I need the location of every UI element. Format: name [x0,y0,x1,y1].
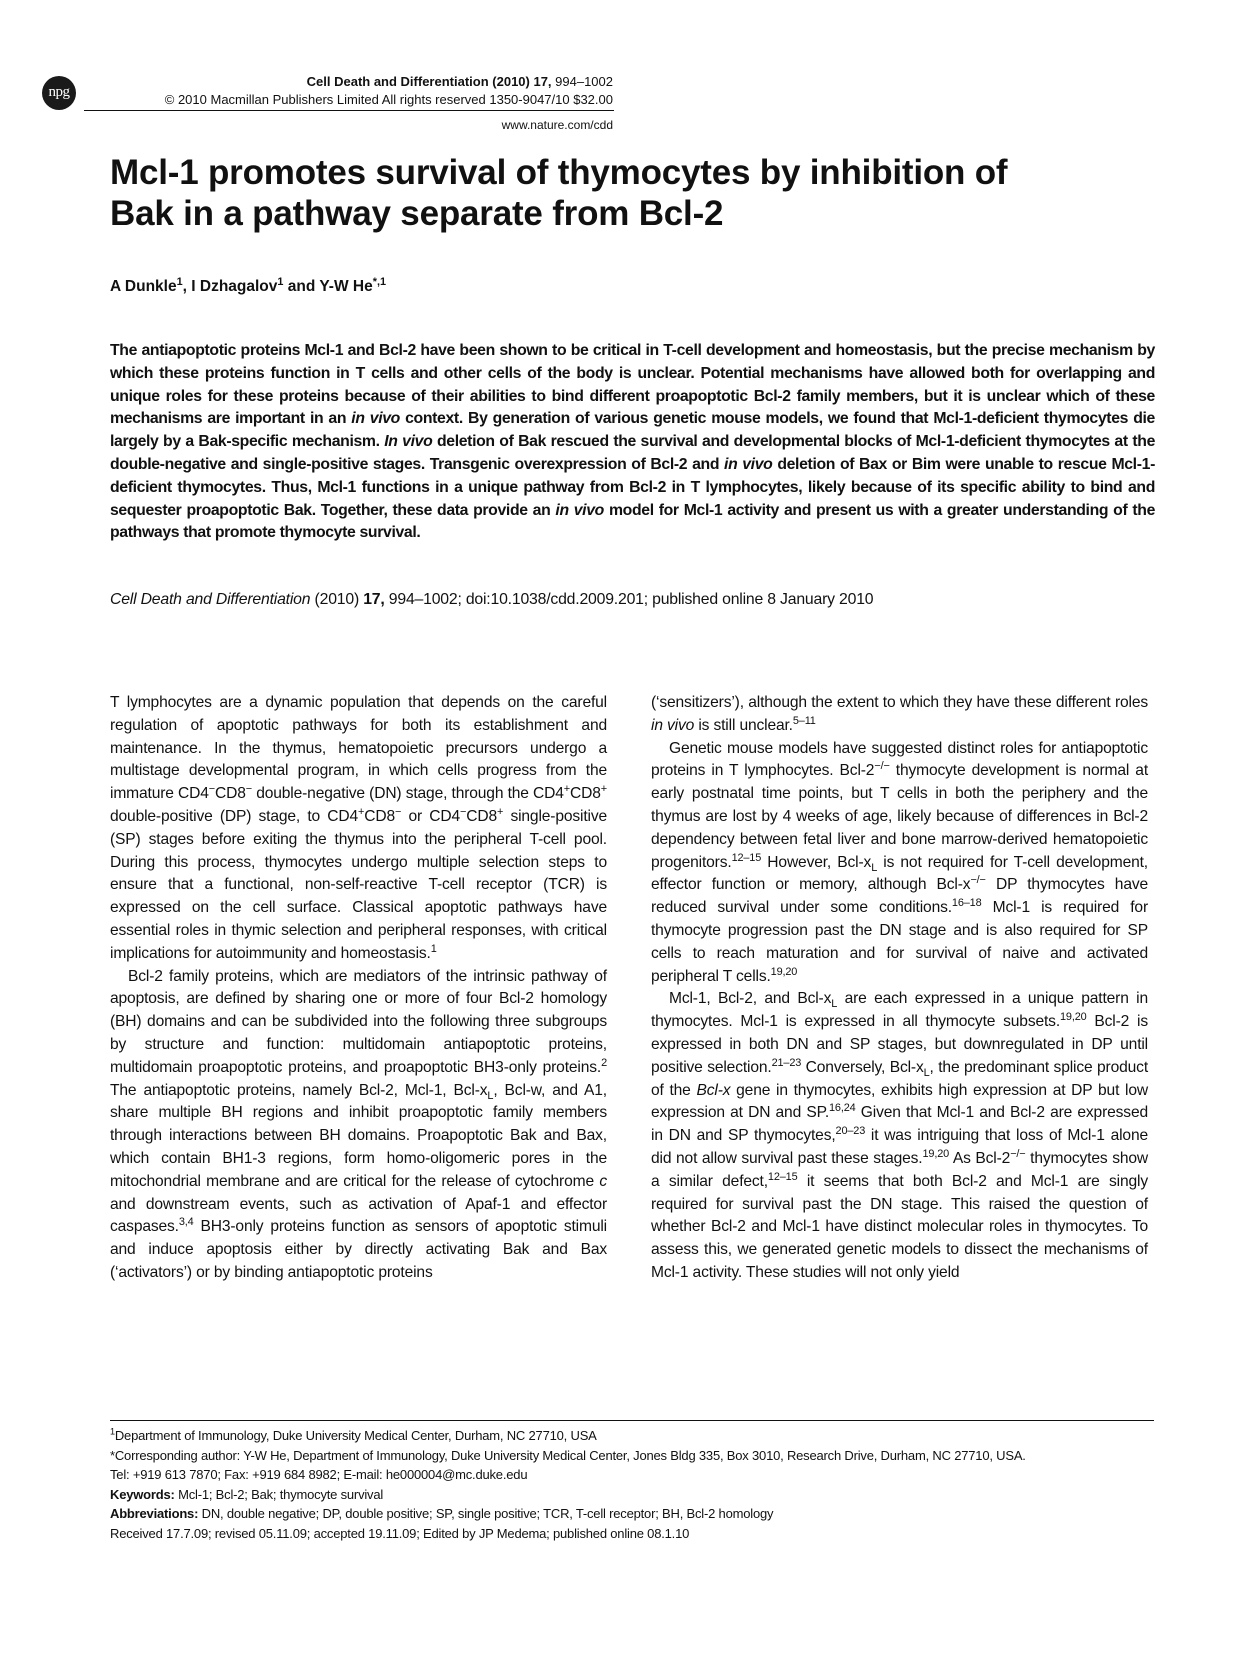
body-paragraph [651,692,1148,738]
abbreviations-footnote [110,1504,1160,1524]
superscript: − [245,783,252,795]
body-text: Bcl-2 family proteins, which are mediators of the intrinsic pathway of apoptosis, are defined by sharing one or more of four Bcl-2 homology (BH) domains and can be subdivided into the following three subgroups by structure and function: multidomain antiapoptotic proteins, multidomain proapoptotic proteins, and proapoptotic BH3-only proteins. [110,967,607,1076]
reference-citation[interactable]: 3,4 [178,1216,194,1229]
body-text: Conversely, Bcl-x [801,1058,924,1076]
subscript: L [487,1089,494,1102]
body-text: The antiapoptotic proteins, namely Bcl-2, Mcl-1, Bcl-x [110,1081,488,1099]
received-footnote: Received 17.7.09; revised 05.11.09; accepted 19.11.09; Edited by JP Medema; published online 08.1.10 [110,1525,690,1541]
body-text: Genetic mouse models have suggested distinct roles for antiapoptotic proteins in T lymphocytes. Bcl-2 [651,739,1148,780]
title-line-2: Bak in a pathway separate from Bcl-2 [110,194,724,233]
body-text: and downstream events, such as activation of Apaf-1 and effector caspases. [110,1195,607,1236]
superscript: −/− [874,760,890,773]
citation-year: (2010) [310,591,364,608]
reference-citation[interactable]: 20–23 [835,1124,866,1137]
journal-year-volume: (2010) 17, [488,74,552,89]
subscript: L [923,1066,930,1079]
reference-citation[interactable]: 16–18 [951,896,982,909]
abstract-text: The antiapoptotic proteins Mcl-1 and Bcl-2 have been shown to be critical in T-cell development and homeostasis, but the precise mechanism by which these proteins function in T cells and other cells of the body is unclear. Potential mechanisms have allowed both for overlapping and unique roles for these proteins because of their abilities to bind different proapoptotic Bcl-2 family members, but it is unclear which of these mechanisms are important in an [110,342,1155,428]
journal-header [307,74,613,89]
italic-text: in vivo [651,716,695,734]
corresponding-author-footnote: *Corresponding author: Y-W He, Department of Immunology, Duke University Medical Center, Jones Bldg 335, Box 3010, Research Drive, Durham, NC 27710, USA. [110,1447,1026,1463]
author-separator: , [182,278,192,295]
body-paragraph [651,988,1148,1284]
abstract [110,340,1155,545]
body-column-right [651,692,1148,1285]
body-text: CD8 [570,785,601,803]
superscript: + [496,805,504,818]
body-text: DP thymocytes have reduced survival under some conditions. [651,876,1149,917]
abstract-italic: in vivo [351,410,400,428]
copyright-line: © 2010 Macmillan Publishers Limited All rights reserved 1350-9047/10 $32.00 [164,92,613,107]
superscript: + [358,805,365,818]
body-paragraph [110,966,607,1285]
author-separator: and [283,278,320,295]
abstract-italic: In vivo [384,433,433,451]
superscript: + [563,783,571,795]
citation-volume: 17, [363,591,385,608]
body-text: it seems that both Bcl-2 and Mcl-1 are singly required for survival past the DN stage. This raised the question of whether Bcl-2 and Mcl-1 have distinct molecular roles in thymocytes. To assess this, we generated genetic models to dissect the mechanisms of Mcl-1 activity. These studies will not only yield [651,1172,1148,1281]
body-text: thymocytes show a similar defect, [651,1149,1148,1190]
abstract-italic: in vivo [555,501,604,519]
footnote-rule [110,1420,1154,1421]
body-text: is still unclear. [694,716,793,734]
keywords-footnote [110,1485,1160,1505]
contact-footnote: Tel: +919 613 7870; Fax: +919 684 8982; E-mail: he000004@mc.duke.edu [110,1467,528,1483]
abbreviations-label: Abbreviations: [110,1506,199,1522]
affiliation-footnote [110,1426,1160,1446]
superscript: −/− [970,874,986,887]
body-text: or CD4 [401,807,460,825]
journal-name: Cell Death and Differentiation [306,74,489,89]
abstract-text: context. By generation of various genetic mouse models, we found that Mcl-1-deficient thymocytes die largely by a Bak-specific mechanism. [110,410,1155,451]
citation-doi: 994–1002; doi:10.1038/cdd.2009.201; published online 8 January 2010 [384,591,874,608]
body-text: CD8 [215,785,246,803]
abstract-text: deletion of Bak rescued the survival and developmental blocks of Mcl-1-deficient thymocytes at the double-negative and single-positive stages. Transgenic overexpression of Bcl-2 and [110,433,1155,473]
article-citation [110,591,873,609]
body-text: BH3-only proteins function as sensors of apoptotic stimuli and induce apoptosis either by directly activating Bak and Bax (‘activators’) or by binding antiapoptotic proteins [110,1218,607,1281]
footnotes [110,1426,1160,1544]
author-affiliation-mark: *,1 [372,275,386,288]
superscript: − [395,805,402,818]
body-text: (‘sensitizers’), although the extent to which they have these different roles [651,694,1148,711]
body-text: Given that Mcl-1 and Bcl-2 are expressed in DN and SP thymocytes, [651,1104,1148,1145]
abstract-text: deletion of Bax or Bim were unable to rescue Mcl-1-deficient thymocytes. Thus, Mcl-1 functions in a unique pathway from Bcl-2 in T lymphocytes, likely because of its specific ability to bind and sequester proapoptotic Bak. Together, these data provide an [110,455,1155,519]
author-affiliation-mark: 1 [176,275,183,288]
reference-citation[interactable]: 19,20 [922,1147,950,1160]
body-text: Mcl-1, Bcl-2, and Bcl-x [669,990,832,1008]
body-text: CD8 [466,807,497,825]
affiliation-mark: 1 [110,1426,115,1437]
superscript: + [600,783,607,795]
body-text: T lymphocytes are a dynamic population that depends on the careful regulation of apoptotic pathways for both its establishment and maintenance. In the thymus, hematopoietic precursors undergo a multistage developmental program, in which cells progress from the immature CD4 [110,694,607,803]
body-text: , Bcl-w, and A1, share multiple BH regions and inhibit proapoptotic family members through interactions between BH domains. Proapoptotic Bak and Bax, which contain BH1-3 regions, form homo-oligomeric pores in the mitochondrial membrane and are critical for the release of cytochrome [110,1081,607,1190]
affiliation-text: Department of Immunology, Duke University Medical Center, Durham, NC 27710, USA [114,1428,597,1443]
author-name: I Dzhagalov [191,278,278,295]
body-text: gene in thymocytes, exhibits high expression at DP but low expression at DN and SP. [651,1081,1148,1122]
superscript: −/− [1010,1147,1026,1160]
author-name: Y-W He [319,278,373,295]
header-rule [84,110,614,111]
superscript: − [208,783,215,795]
abstract-text: model for Mcl-1 activity and present us with a greater understanding of the pathways that promote thymocyte survival. [110,501,1156,542]
body-column-left [110,692,607,1285]
body-text: single-positive (SP) stages before exiting the thymus into the peripheral T-cell pool. During this process, thymocytes undergo multiple selection steps to ensure that a functional, non-self-reactive T-cell receptor (TCR) is expressed on the cell surface. Classical apoptotic pathways have essential roles in thymic selection and peripheral responses, with critical implications for autoimmunity and homeostasis. [110,807,607,962]
body-text: CD8 [364,807,395,825]
reference-citation[interactable]: 2 [601,1056,607,1069]
body-text: are each expressed in a unique pattern in thymocytes. Mcl-1 is expressed in all thymocyte subsets. [651,990,1148,1031]
italic-text: c [599,1172,607,1190]
body-text: As Bcl-2 [949,1149,1011,1167]
reference-citation[interactable]: 12–15 [767,1170,798,1183]
subscript: L [831,998,838,1011]
logo-text: npg [48,84,70,100]
body-text: double-negative (DN) stage, through the CD4 [251,785,564,803]
reference-citation[interactable]: 16,24 [829,1102,856,1115]
italic-text: Bcl-x [696,1081,731,1099]
abbreviations-text: DN, double negative; DP, double positive; SP, single positive; TCR, T-cell receptor; BH, Bcl-2 homology [198,1506,774,1522]
abstract-italic: in vivo [724,455,773,473]
reference-citation[interactable]: 19,20 [770,965,798,978]
superscript: − [460,805,467,818]
body-text: Bcl-2 is expressed in both DN and SP stages, but downregulated in DP until positive selection. [651,1013,1148,1076]
reference-citation[interactable]: 12–15 [731,851,762,864]
body-text: Mcl-1 is required for thymocyte progression past the DN stage and is also required for SP cells to reach maturation and for survival of naive and activated peripheral T cells. [651,899,1148,985]
body-text: it was intriguing that loss of Mcl-1 alone did not allow survival past these stages. [651,1127,1148,1167]
body-text: double-positive (DP) stage, to CD4 [110,807,359,825]
body-paragraph [110,692,607,966]
reference-citation[interactable]: 21–23 [771,1056,802,1069]
author-list [110,275,386,296]
body-paragraph [651,738,1148,989]
title-line-1: Mcl-1 promotes survival of thymocytes by inhibition of [110,153,1008,192]
author-affiliation-mark: 1 [277,275,284,288]
journal-pages: 994–1002 [551,74,613,89]
reference-citation[interactable]: 1 [430,942,437,955]
keywords-text: Mcl-1; Bcl-2; Bak; thymocyte survival [174,1486,384,1502]
keywords-label: Keywords: [110,1486,175,1502]
citation-journal: Cell Death and Differentiation [110,591,311,608]
body-text: However, Bcl-x [761,853,872,871]
journal-website-link[interactable]: www.nature.com/cdd [501,118,613,132]
subscript: L [871,861,878,874]
author-name: A Dunkle [110,278,177,295]
article-title [110,152,1140,234]
reference-citation[interactable]: 5–11 [792,714,816,727]
body-text: thymocyte development is normal at early postnatal time points, but T cells in both the periphery and the thymus are lost by 4 weeks of age, likely because of differences in Bcl-2 dependency between fetal liver and bone marrow-derived hematopoietic progenitors. [651,762,1148,871]
body-text: is not required for T-cell development, effector function or memory, although Bcl-x [651,853,1148,894]
reference-citation[interactable]: 19,20 [1060,1010,1087,1023]
body-text: , the predominant splice product of the [651,1058,1149,1099]
npg-logo [42,76,76,110]
